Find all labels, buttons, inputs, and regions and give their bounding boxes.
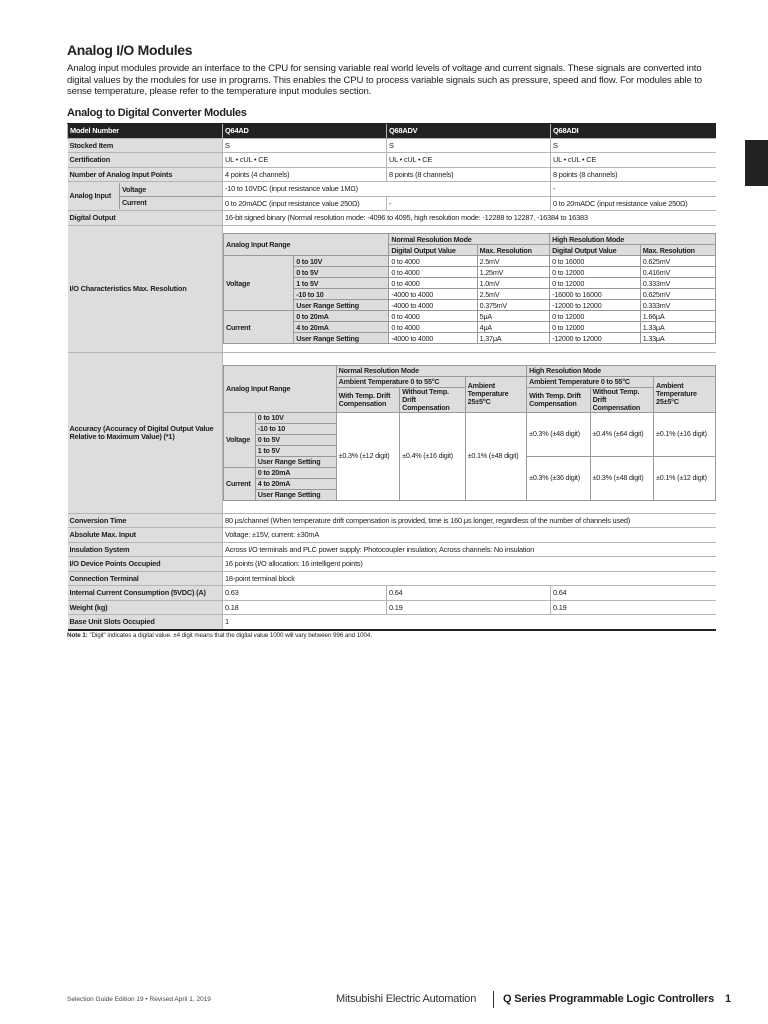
with-compensation-label: With Temp. Drift Compensation — [336, 387, 399, 412]
without-compensation-label: Without Temp. Drift Compensation — [590, 387, 653, 412]
range-label: 0 to 5V — [294, 267, 389, 278]
footnote-label: Note 1: — [67, 632, 88, 639]
table-cell: -12000 to 12000 — [550, 300, 641, 311]
row-label: Stocked Item — [68, 138, 223, 153]
table-row — [68, 153, 716, 168]
accuracy-value: ±0.3% (±36 digit) — [527, 456, 590, 500]
row-label: Digital Output — [68, 211, 223, 226]
table-cell: 1.0mV — [477, 278, 549, 289]
range-label: 4 to 20mA — [294, 322, 389, 333]
current-label: Current — [120, 196, 223, 209]
row-label: I/O Device Points Occupied — [68, 557, 223, 572]
voltage-label: Voltage — [120, 183, 223, 196]
table-cell: UL • cUL • CE — [223, 153, 387, 168]
range-label: User Range Setting — [255, 456, 336, 467]
section-subtitle: Analog to Digital Converter Modules — [67, 107, 247, 119]
analog-input-label: Analog Input — [68, 183, 120, 209]
range-label: 4 to 20mA — [255, 478, 336, 489]
current-group-label: Current — [224, 311, 294, 344]
analog-input-label-cell — [68, 182, 223, 211]
footer-divider — [493, 991, 494, 1008]
accuracy-value: ±0.3% (±12 digit) — [336, 412, 399, 500]
table-cell: 0 to 16000 — [550, 256, 641, 267]
voltage-group-label: Voltage — [224, 256, 294, 311]
table-cell: -12000 to 12000 — [550, 333, 641, 344]
table-cell: 16-bit signed binary (Normal resolution mode: -4096 to 4095, high resolution mode: -12288 to 12287, -16384 to 16383 — [223, 211, 716, 226]
table-cell: -16000 to 16000 — [550, 289, 641, 300]
table-cell: S — [551, 138, 716, 153]
table-cell: -4000 to 4000 — [389, 289, 477, 300]
ambient-0-55-label: Ambient Temperature 0 to 55°C — [527, 376, 654, 387]
row-label: Accuracy (Accuracy of Digital Output Value Relative to Maximum Value) (*1) — [68, 352, 223, 513]
table-row — [68, 138, 716, 153]
accuracy-value: ±0.1% (±48 digit) — [465, 412, 526, 500]
range-label: -10 to 10 — [294, 289, 389, 300]
table-cell: 0.416mV — [640, 267, 715, 278]
table-cell: 0.18 — [223, 600, 387, 615]
table-cell: 0.625mV — [640, 256, 715, 267]
table-cell: 1.33μA — [640, 333, 715, 344]
high-mode-label: High Resolution Mode — [527, 365, 715, 376]
table-header-row — [68, 124, 716, 139]
table-cell: 4 points (4 channels) — [223, 167, 387, 182]
table-cell: 8 points (8 channels) — [551, 167, 716, 182]
table-cell: 0 to 12000 — [550, 311, 641, 322]
normal-mode-label: Normal Resolution Mode — [389, 234, 550, 245]
accuracy-subtable — [223, 365, 716, 501]
high-mode-label: High Resolution Mode — [550, 234, 715, 245]
ambient-0-55-label: Ambient Temperature 0 to 55°C — [336, 376, 465, 387]
accuracy-value: ±0.1% (±12 digit) — [654, 456, 715, 500]
footnote-text: "Digit" indicates a digital value. ±4 digit means that the digital value 1000 will vary between 996 and 1004. — [89, 632, 372, 639]
table-row — [68, 600, 716, 615]
without-compensation-label: Without Temp. Drift Compensation — [400, 387, 466, 412]
table-row — [68, 615, 716, 630]
table-cell: Across I/O terminals and PLC power supply: Photocoupler insulation; Across channels: No insulation — [223, 542, 716, 557]
voltage-group-label: Voltage — [224, 412, 256, 467]
table-cell: 0.375mV — [477, 300, 549, 311]
table-cell: 80 μs/channel (When temperature drift compensation is provided, time is 160 μs longer, regardless of the number of channels used) — [223, 513, 716, 528]
row-label: Internal Current Consumption (5VDC) (A) — [68, 586, 223, 601]
table-cell: 0.64 — [387, 586, 551, 601]
table-row — [68, 225, 716, 352]
page-title: Analog I/O Modules — [67, 42, 193, 58]
accuracy-subtable-cell — [223, 352, 716, 513]
row-label: Base Unit Slots Occupied — [68, 615, 223, 630]
table-cell: 5μA — [477, 311, 549, 322]
row-label: Absolute Max. Input — [68, 528, 223, 543]
row-label: I/O Characteristics Max. Resolution — [68, 225, 223, 352]
with-compensation-label: With Temp. Drift Compensation — [527, 387, 590, 412]
ambient-25-label: Ambient Temperature 25±5°C — [654, 376, 715, 412]
range-label: 1 to 5V — [294, 278, 389, 289]
table-cell: 1.66μA — [640, 311, 715, 322]
table-row — [68, 167, 716, 182]
range-label: User Range Setting — [294, 333, 389, 344]
analog-input-range-label: Analog Input Range — [224, 365, 337, 412]
range-label: 0 to 20mA — [294, 311, 389, 322]
table-row — [68, 557, 716, 572]
accuracy-value: ±0.1% (±16 digit) — [654, 412, 715, 456]
page-number: 1 — [725, 993, 732, 1005]
dov-label: Digital Output Value — [389, 245, 477, 256]
table-cell: 0.625mV — [640, 289, 715, 300]
table-cell: 1.25mV — [477, 267, 549, 278]
table-cell: 0 to 4000 — [389, 322, 477, 333]
ambient-25-label: Ambient Temperature 25±5°C — [465, 376, 526, 412]
normal-mode-label: Normal Resolution Mode — [336, 365, 526, 376]
table-cell: 0.63 — [223, 586, 387, 601]
current-group-label: Current — [224, 467, 256, 500]
range-label: 1 to 5V — [255, 445, 336, 456]
table-cell: Voltage: ±15V, current: ±30mA — [223, 528, 716, 543]
table-row — [68, 528, 716, 543]
mr-label: Max. Resolution — [640, 245, 715, 256]
row-label: Weight (kg) — [68, 600, 223, 615]
table-cell: - — [387, 196, 551, 211]
io-characteristics-subtable — [223, 233, 716, 344]
range-label: 0 to 10V — [294, 256, 389, 267]
table-cell: 2.5mV — [477, 289, 549, 300]
row-label: Certification — [68, 153, 223, 168]
table-cell: 1 — [223, 615, 716, 630]
table-cell: 0 to 4000 — [389, 278, 477, 289]
intro-paragraph: Analog input modules provide an interface to the CPU for sensing variable real world levels of voltage and current signals. These signals are converted into digital values by the modules for use in programs. This enables the CPU to process variable signals such as pressure, speed and flow. For modules able to sense temperature, please refer to the temperature input modules section. — [67, 63, 702, 98]
table-row — [68, 182, 716, 197]
io-characteristics-subtable-cell — [223, 225, 716, 352]
footer-company: Mitsubishi Electric Automation — [336, 993, 477, 1005]
table-cell: 0 to 4000 — [389, 267, 477, 278]
range-label: -10 to 10 — [255, 423, 336, 434]
header-cell: Model Number — [68, 124, 223, 139]
header-cell: Q68ADI — [551, 124, 716, 139]
table-cell: 0.333mV — [640, 278, 715, 289]
table-row — [68, 352, 716, 513]
range-label: User Range Setting — [294, 300, 389, 311]
table-row — [68, 586, 716, 601]
table-cell: 0.19 — [551, 600, 716, 615]
row-label: Number of Analog Input Points — [68, 167, 223, 182]
dov-label: Digital Output Value — [550, 245, 641, 256]
accuracy-value: ±0.3% (±48 digit) — [590, 456, 653, 500]
table-cell: 0.64 — [551, 586, 716, 601]
footer-series: Q Series Programmable Logic Controllers — [503, 993, 715, 1005]
range-label: User Range Setting — [255, 489, 336, 500]
section-tab-marker — [745, 140, 768, 186]
table-cell: -4000 to 4000 — [389, 300, 477, 311]
table-cell: -4000 to 4000 — [389, 333, 477, 344]
mr-label: Max. Resolution — [477, 245, 549, 256]
table-cell: 0.333mV — [640, 300, 715, 311]
table-cell: UL • cUL • CE — [387, 153, 551, 168]
table-cell: 16 points (I/O allocation: 16 intelligent points) — [223, 557, 716, 572]
table-cell: 0.19 — [387, 600, 551, 615]
row-label: Conversion Time — [68, 513, 223, 528]
spec-table — [67, 123, 716, 631]
table-row — [68, 513, 716, 528]
footer-edition: Selection Guide Edition 19 • Revised April 1, 2019 — [67, 996, 211, 1003]
footnote — [67, 632, 372, 639]
accuracy-value: ±0.4% (±64 digit) — [590, 412, 653, 456]
table-cell: 1.37μA — [477, 333, 549, 344]
table-cell: 1.33μA — [640, 322, 715, 333]
header-cell: Q64AD — [223, 124, 387, 139]
range-label: 0 to 10V — [255, 412, 336, 423]
row-label: Connection Terminal — [68, 571, 223, 586]
range-label: 0 to 5V — [255, 434, 336, 445]
table-cell: 2.5mV — [477, 256, 549, 267]
table-cell: 0 to 4000 — [389, 311, 477, 322]
table-row — [68, 211, 716, 226]
table-cell: 0 to 20mADC (input resistance value 250Ω) — [223, 196, 387, 211]
table-cell: 18-point terminal block — [223, 571, 716, 586]
table-cell: 0 to 4000 — [389, 256, 477, 267]
table-cell: -10 to 10VDC (input resistance value 1MΩ) — [223, 182, 551, 197]
table-cell: S — [387, 138, 551, 153]
table-cell: 4μA — [477, 322, 549, 333]
table-cell: 0 to 12000 — [550, 278, 641, 289]
analog-input-range-label: Analog Input Range — [224, 234, 389, 256]
table-cell: UL • cUL • CE — [551, 153, 716, 168]
table-row — [68, 571, 716, 586]
accuracy-value: ±0.4% (±16 digit) — [400, 412, 466, 500]
accuracy-value: ±0.3% (±48 digit) — [527, 412, 590, 456]
header-cell: Q68ADV — [387, 124, 551, 139]
row-label: Insulation System — [68, 542, 223, 557]
table-cell: 0 to 12000 — [550, 267, 641, 278]
range-label: 0 to 20mA — [255, 467, 336, 478]
table-row — [68, 542, 716, 557]
table-cell: - — [551, 182, 716, 197]
table-cell: 0 to 12000 — [550, 322, 641, 333]
table-cell: 8 points (8 channels) — [387, 167, 551, 182]
table-cell: 0 to 20mADC (input resistance value 250Ω) — [551, 196, 716, 211]
table-cell: S — [223, 138, 387, 153]
